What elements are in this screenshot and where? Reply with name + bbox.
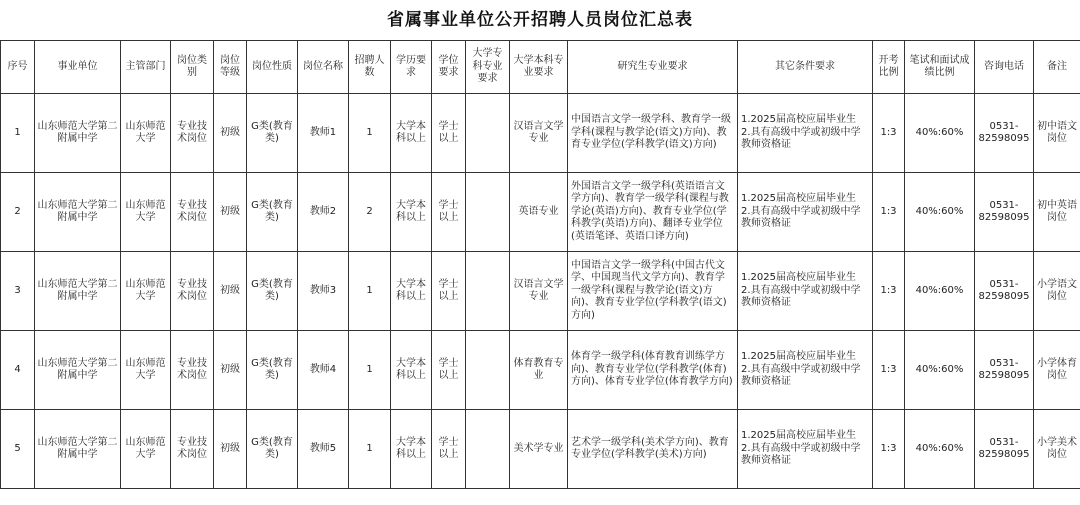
exam-ratio-cell: 1:3: [873, 173, 905, 252]
column-header: 招聘人数: [349, 41, 391, 94]
table-row: [1, 331, 1080, 410]
column-header: 学历要求: [391, 41, 432, 94]
degree-cell: 学士以上: [432, 331, 466, 410]
column-header: 大学专科专业要求: [466, 41, 510, 94]
remark-cell: 小学体育岗位: [1034, 331, 1080, 410]
college-major-cell: [466, 173, 510, 252]
degree-cell: 学士以上: [432, 252, 466, 331]
level-cell: 初级: [214, 252, 247, 331]
remark-cell: 小学美术岗位: [1034, 410, 1080, 489]
grad-major-cell: 外国语言文学一级学科(英语语言文学方向)、教育学一级学科(课程与教学论(英语)方向)、教育专业学位(学科教学(英语)方向)、翻译专业学位(英语笔译、英语口译方向): [568, 173, 738, 252]
unit-cell: 山东师范大学第二附属中学: [35, 252, 121, 331]
category-cell: 专业技术岗位: [171, 94, 214, 173]
degree-cell: 学士以上: [432, 94, 466, 173]
nature-cell: G类(教育类): [247, 331, 298, 410]
column-header: 开考比例: [873, 41, 905, 94]
nature-cell: G类(教育类): [247, 252, 298, 331]
education-cell: 大学本科以上: [391, 252, 432, 331]
phone-cell: 0531-82598095: [975, 252, 1034, 331]
column-header: 岗位性质: [247, 41, 298, 94]
department-cell: 山东师范大学: [121, 94, 171, 173]
row-number: 1: [1, 94, 35, 173]
other-requirements-cell: 1.2025届高校应届毕业生 2.具有高级中学或初级中学教师资格证: [738, 173, 873, 252]
row-number: 3: [1, 252, 35, 331]
grad-major-cell: 艺术学一级学科(美术学方向)、教育专业学位(学科教学(美术)方向): [568, 410, 738, 489]
position-name-cell: 教师5: [298, 410, 349, 489]
college-major-cell: [466, 331, 510, 410]
category-cell: 专业技术岗位: [171, 173, 214, 252]
hire-count-cell: 2: [349, 173, 391, 252]
remark-cell: 小学语文岗位: [1034, 252, 1080, 331]
category-cell: 专业技术岗位: [171, 252, 214, 331]
column-header: 主管部门: [121, 41, 171, 94]
table-body: [1, 94, 1080, 489]
nature-cell: G类(教育类): [247, 410, 298, 489]
other-requirements-cell: 1.2025届高校应届毕业生 2.具有高级中学或初级中学教师资格证: [738, 331, 873, 410]
exam-ratio-cell: 1:3: [873, 410, 905, 489]
grad-major-cell: 中国语言文学一级学科(中国古代文学、中国现当代文学方向)、教育学一级学科(课程与教学论(语文)方向)、教育专业学位(学科教学(语文)方向): [568, 252, 738, 331]
other-requirements-cell: 1.2025届高校应届毕业生 2.具有高级中学或初级中学教师资格证: [738, 252, 873, 331]
unit-cell: 山东师范大学第二附属中学: [35, 331, 121, 410]
degree-cell: 学士以上: [432, 410, 466, 489]
position-name-cell: 教师2: [298, 173, 349, 252]
college-major-cell: [466, 94, 510, 173]
phone-cell: 0531-82598095: [975, 410, 1034, 489]
level-cell: 初级: [214, 173, 247, 252]
exam-ratio-cell: 1:3: [873, 252, 905, 331]
degree-cell: 学士以上: [432, 173, 466, 252]
table-row: [1, 252, 1080, 331]
table-row: [1, 173, 1080, 252]
row-number: 5: [1, 410, 35, 489]
undergrad-major-cell: 体育教育专业: [510, 331, 568, 410]
phone-cell: 0531-82598095: [975, 173, 1034, 252]
column-header: 岗位名称: [298, 41, 349, 94]
unit-cell: 山东师范大学第二附属中学: [35, 410, 121, 489]
grad-major-cell: 中国语言文学一级学科、教育学一级学科(课程与教学论(语文)方向)、教育专业学位(学科教学(语文)方向): [568, 94, 738, 173]
category-cell: 专业技术岗位: [171, 410, 214, 489]
education-cell: 大学本科以上: [391, 331, 432, 410]
undergrad-major-cell: 汉语言文学专业: [510, 94, 568, 173]
column-header: 学位要求: [432, 41, 466, 94]
level-cell: 初级: [214, 331, 247, 410]
department-cell: 山东师范大学: [121, 410, 171, 489]
level-cell: 初级: [214, 94, 247, 173]
department-cell: 山东师范大学: [121, 252, 171, 331]
department-cell: 山东师范大学: [121, 331, 171, 410]
column-header: 事业单位: [35, 41, 121, 94]
hire-count-cell: 1: [349, 410, 391, 489]
column-header: 咨询电话: [975, 41, 1034, 94]
column-header: 笔试和面试成绩比例: [905, 41, 975, 94]
score-ratio-cell: 40%:60%: [905, 331, 975, 410]
row-number: 4: [1, 331, 35, 410]
score-ratio-cell: 40%:60%: [905, 410, 975, 489]
column-header: 大学本科专业要求: [510, 41, 568, 94]
column-header: 其它条件要求: [738, 41, 873, 94]
hire-count-cell: 1: [349, 252, 391, 331]
score-ratio-cell: 40%:60%: [905, 252, 975, 331]
phone-cell: 0531-82598095: [975, 331, 1034, 410]
page-title: 省属事业单位公开招聘人员岗位汇总表: [387, 10, 693, 30]
column-header: 岗位等级: [214, 41, 247, 94]
undergrad-major-cell: 美术学专业: [510, 410, 568, 489]
position-name-cell: 教师1: [298, 94, 349, 173]
undergrad-major-cell: 英语专业: [510, 173, 568, 252]
level-cell: 初级: [214, 410, 247, 489]
position-name-cell: 教师4: [298, 331, 349, 410]
row-number: 2: [1, 173, 35, 252]
table-row: [1, 410, 1080, 489]
undergrad-major-cell: 汉语言文学专业: [510, 252, 568, 331]
hire-count-cell: 1: [349, 331, 391, 410]
table-header-row: [1, 41, 1080, 94]
table-row: [1, 94, 1080, 173]
grad-major-cell: 体育学一级学科(体育教育训练学方向)、教育专业学位(学科教学(体育)方向)、体育专业学位(体育教学方向): [568, 331, 738, 410]
other-requirements-cell: 1.2025届高校应届毕业生 2.具有高级中学或初级中学教师资格证: [738, 410, 873, 489]
nature-cell: G类(教育类): [247, 173, 298, 252]
score-ratio-cell: 40%:60%: [905, 94, 975, 173]
remark-cell: 初中英语岗位: [1034, 173, 1080, 252]
nature-cell: G类(教育类): [247, 94, 298, 173]
column-header: 岗位类别: [171, 41, 214, 94]
exam-ratio-cell: 1:3: [873, 94, 905, 173]
column-header: 研究生专业要求: [568, 41, 738, 94]
phone-cell: 0531-82598095: [975, 94, 1034, 173]
unit-cell: 山东师范大学第二附属中学: [35, 94, 121, 173]
unit-cell: 山东师范大学第二附属中学: [35, 173, 121, 252]
education-cell: 大学本科以上: [391, 173, 432, 252]
category-cell: 专业技术岗位: [171, 331, 214, 410]
department-cell: 山东师范大学: [121, 173, 171, 252]
remark-cell: 初中语文岗位: [1034, 94, 1080, 173]
exam-ratio-cell: 1:3: [873, 331, 905, 410]
college-major-cell: [466, 252, 510, 331]
college-major-cell: [466, 410, 510, 489]
column-header: 备注: [1034, 41, 1080, 94]
score-ratio-cell: 40%:60%: [905, 173, 975, 252]
education-cell: 大学本科以上: [391, 410, 432, 489]
education-cell: 大学本科以上: [391, 94, 432, 173]
positions-table: [0, 40, 1080, 489]
hire-count-cell: 1: [349, 94, 391, 173]
other-requirements-cell: 1.2025届高校应届毕业生 2.具有高级中学或初级中学教师资格证: [738, 94, 873, 173]
column-header: 序号: [1, 41, 35, 94]
position-name-cell: 教师3: [298, 252, 349, 331]
